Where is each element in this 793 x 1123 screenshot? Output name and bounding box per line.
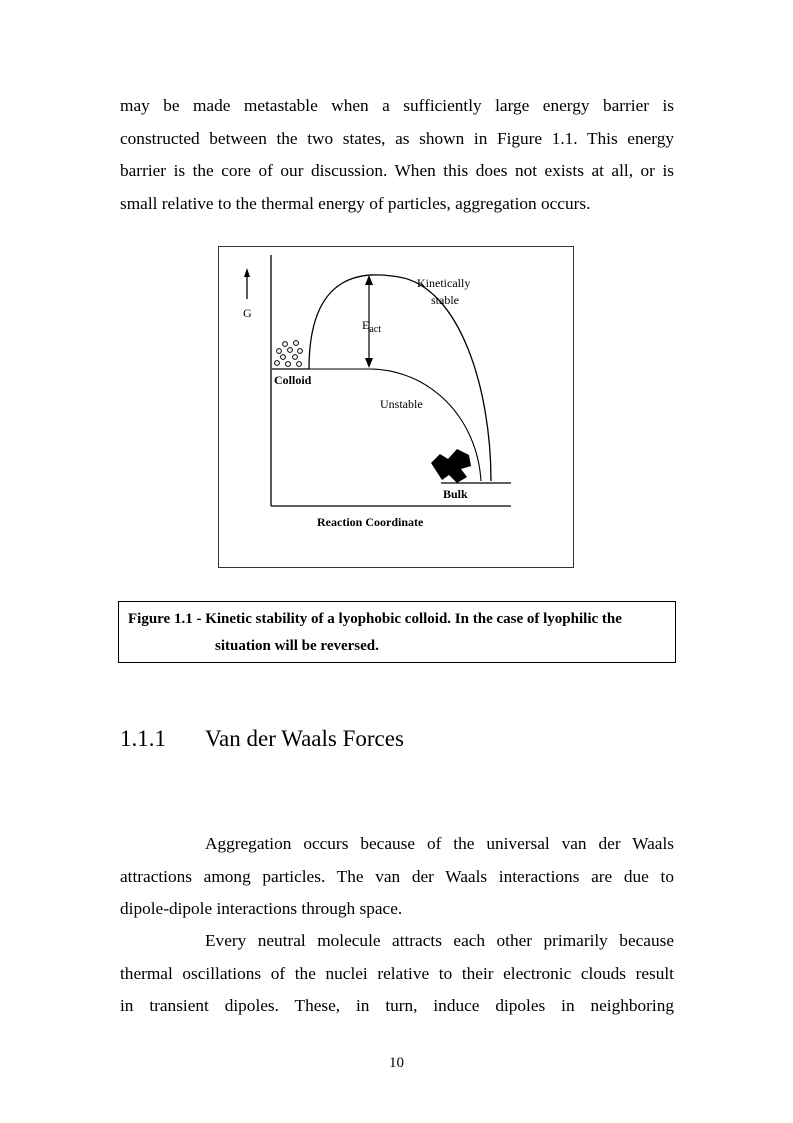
caption-line: Figure 1.1 - Kinetic stability of a lyophobic colloid. In the case of lyophilic the: [128, 611, 622, 627]
text-line: Aggregation occurs because of the universal van der Waals: [205, 834, 674, 853]
text-line: may be made metastable when a sufficiently large energy barrier is: [120, 96, 674, 115]
bulk-label: Bulk: [443, 487, 468, 501]
text-line: small relative to the thermal energy of particles, aggregation occurs.: [120, 193, 591, 213]
body-paragraph: [120, 828, 674, 926]
energy-diagram: [219, 247, 575, 569]
unstable-label: Unstable: [380, 397, 423, 411]
colloid-label: Colloid: [274, 373, 312, 387]
kinetically-label: Kinetically: [417, 276, 471, 290]
text-line: barrier is the core of our discussion. When this does not exists at all, or is: [120, 161, 674, 180]
text-line: constructed between the two states, as shown in Figure 1.1. This energy: [120, 128, 674, 148]
axis-x-label: Reaction Coordinate: [317, 515, 424, 529]
text-line: attractions among particles. The van der Waals interactions are due to: [120, 866, 674, 886]
caption-line: situation will be reversed.: [215, 638, 379, 654]
figure-caption: [118, 601, 676, 663]
colloid-particles-icon: [275, 341, 303, 367]
section-title: Van der Waals Forces: [205, 726, 404, 751]
eact-label: $E_{act}$: [362, 318, 381, 335]
text-line: thermal oscillations of the nuclei relative to their electronic clouds result: [120, 963, 674, 983]
section-number: 1.1.1: [120, 726, 166, 751]
eact-arrow-head-up: [365, 275, 373, 285]
text-line: in transient dipoles. These, in turn, induce dipoles in neighboring: [120, 996, 674, 1015]
stable-label: stable: [431, 293, 459, 307]
body-paragraph: [120, 925, 674, 1023]
figure-1-1: [218, 246, 574, 568]
text-line: dipole-dipole interactions through space.: [120, 899, 403, 918]
bulk-solid-icon: [431, 449, 471, 483]
top-paragraph: [120, 90, 674, 220]
text-line: Every neutral molecule attracts each other primarily because: [205, 931, 674, 950]
eact-arrow-head-down: [365, 358, 373, 368]
page-number: 10: [389, 1055, 404, 1071]
kinetic-curve: [309, 275, 491, 481]
axis-g-label: G: [243, 306, 252, 320]
g-arrow-head: [244, 268, 250, 277]
